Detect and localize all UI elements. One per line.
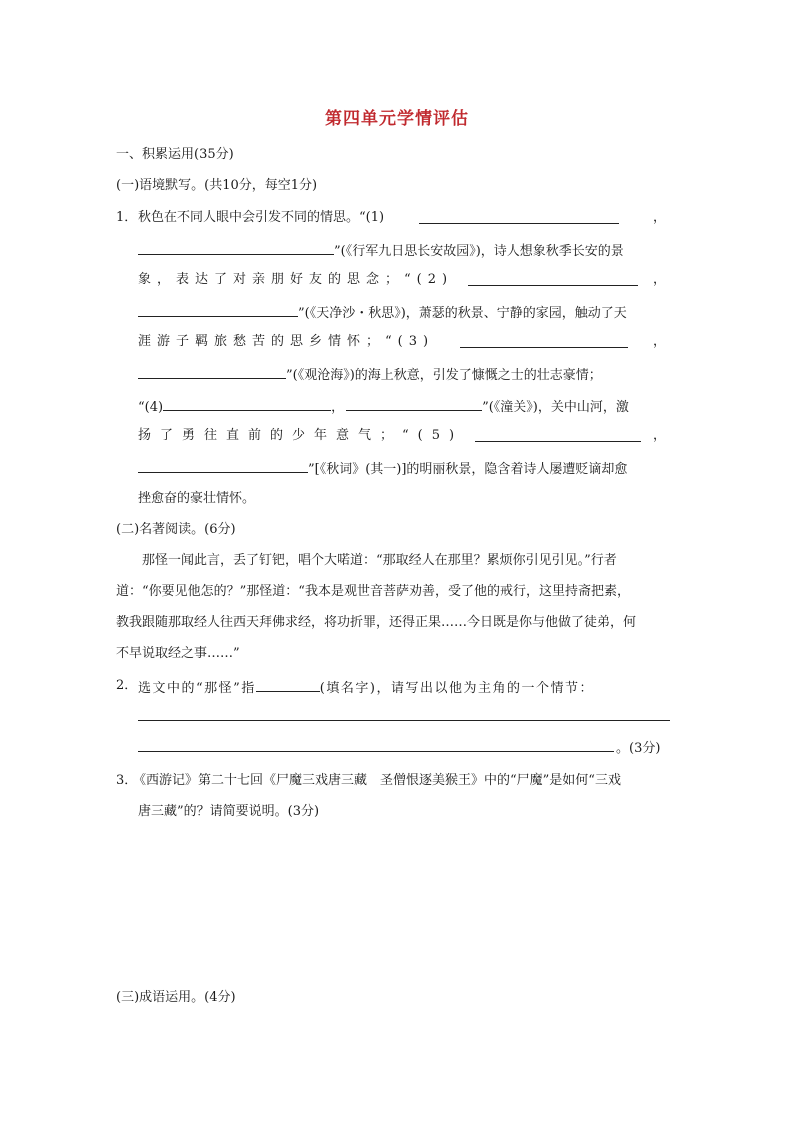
answer-blank-3b[interactable] (138, 364, 286, 379)
q1-line-6 (138, 364, 602, 385)
answer-blank-2a[interactable] (468, 271, 638, 286)
q1-number: 1． (116, 210, 138, 225)
q1-line-7 (138, 396, 629, 417)
answer-line-q2-1[interactable] (138, 719, 670, 721)
answer-blank-4a[interactable] (163, 396, 331, 411)
q3-line-1: 《西游记》第二十七回《尸魔三戏唐三藏 圣僧恨逐美猴王》中的“尸魔”是如何“三戏 (133, 773, 621, 788)
passage-line-1: 那怪一闻此言，丢了钉钯，唱个大喏道：“那取经人在那里？累烦你引见引见。”行者 (142, 553, 617, 568)
comma: ， (652, 428, 666, 443)
passage-line-3: 教我跟随那取经人往西天拜佛求经，将功折罪，还得正果……今日既是你与他做了徒弟，何 (116, 615, 637, 630)
q1-line4-text: ”(《天净沙・秋思》)，萧瑟的秋景、宁静的家园，触动了天 (298, 306, 627, 321)
q1-line-4 (138, 302, 627, 323)
q1-line1-text: 秋色在不同人眼中会引发不同的情思。“(1) (138, 210, 385, 225)
part2-heading: (二)名著阅读。(6分) (116, 522, 236, 537)
q1-line-2 (138, 240, 624, 261)
comma: ， (652, 210, 666, 225)
comma: ， (652, 334, 666, 349)
q1-line5-text: 涯游子羁旅愁苦的思乡情怀；“(3) (138, 334, 435, 349)
answer-blank-4b[interactable] (346, 396, 482, 411)
q2-line-1 (138, 677, 594, 698)
q1-line7-text: ”(《潼关》)，关中山河，激 (482, 400, 629, 415)
q1-line-10: 挫愈奋的豪壮情怀。 (138, 491, 256, 506)
answer-blank-1a[interactable] (419, 209, 619, 224)
q2-score: 。(3分) (616, 741, 661, 756)
answer-blank-5a[interactable] (475, 427, 641, 442)
answer-blank-5b[interactable] (138, 458, 308, 473)
q1-line9-text: ”[《秋词》(其一)]的明丽秋景，隐含着诗人屡遭贬谪却愈 (308, 462, 628, 477)
q1-line6-text: ”(《观沧海》)的海上秋意，引发了慷慨之士的壮志豪情； (286, 368, 602, 383)
comma: ， (331, 400, 345, 415)
q1-line3-text: 象，表达了对亲朋好友的思念；“(2) (138, 272, 454, 287)
q3-line-2: 唐三藏”的？请简要说明。(3分) (138, 804, 320, 819)
section-heading: 一、积累运用(35分) (116, 147, 234, 162)
q1-line-5 (138, 333, 666, 351)
comma: ， (652, 272, 666, 287)
answer-blank-3a[interactable] (460, 333, 628, 348)
q1-line-8 (138, 427, 666, 445)
answer-blank-q2-name[interactable] (256, 677, 320, 692)
q2-number: 2． (116, 678, 138, 693)
part1-heading: (一)语境默写。(共10分，每空1分) (116, 178, 318, 193)
passage-line-2: 道：“你要见他怎的？”那怪道：“我本是观世音菩萨劝善，受了他的戒行，这里持斋把素， (116, 584, 630, 599)
q1-line-9 (138, 458, 627, 479)
q1-line7-open: “(4) (138, 400, 164, 415)
passage-line-4: 不早说取经之事……” (116, 646, 240, 661)
part3-heading: (三)成语运用。(4分) (116, 990, 236, 1005)
answer-line-q2-2[interactable] (138, 750, 614, 752)
answer-blank-2b[interactable] (138, 302, 298, 317)
q3-number: 3． (116, 773, 138, 788)
answer-blank-1b[interactable] (138, 240, 334, 255)
q1-line2-text: ”(《行军九日思长安故园》)，诗人想象秋季长安的景 (334, 244, 624, 259)
q1-line8-text: 扬了勇往直前的少年意气；“(5) (138, 428, 464, 443)
q2-text-pre: 选文中的“那怪”指 (138, 681, 256, 696)
q1-line-3 (138, 271, 666, 289)
q1-line-1 (138, 209, 666, 227)
page-title: 第四单元学情评估 (325, 109, 469, 129)
q2-text-post: (填名字)，请写出以他为主角的一个情节： (319, 681, 594, 696)
